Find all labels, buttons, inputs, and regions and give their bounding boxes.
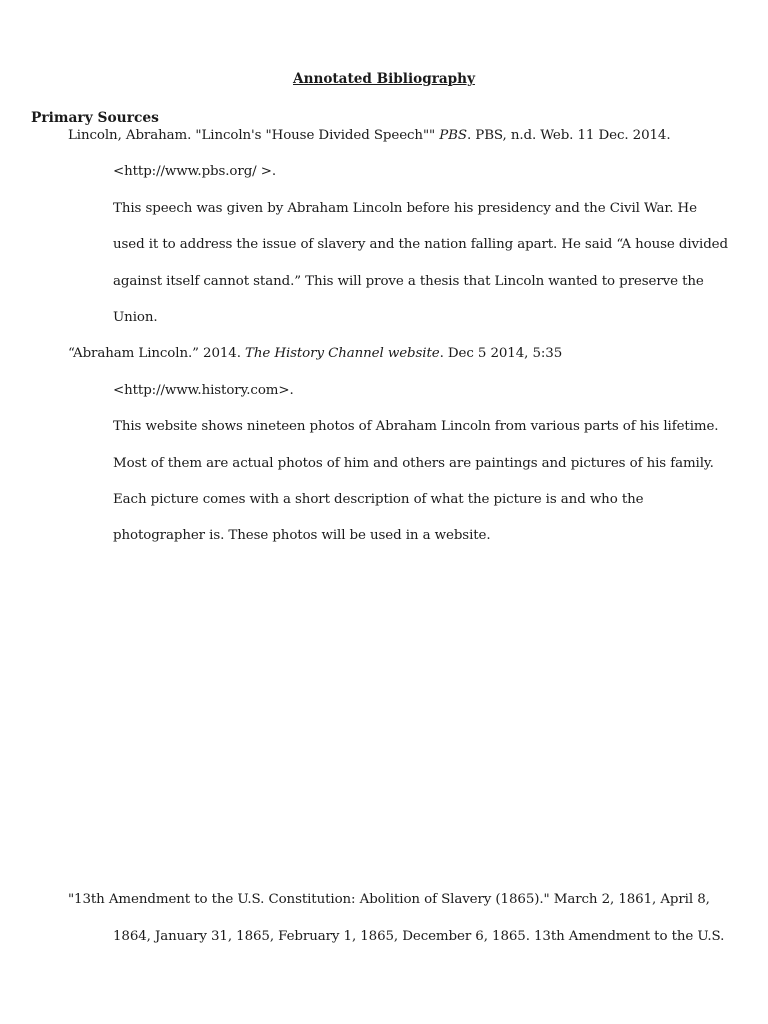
annotation-line: used it to address the issue of slavery and the nation falling apart. He said “A house divided <box>113 237 728 252</box>
citation-13th-amendment-continued: 1864, January 31, 1865, February 1, 1865, December 6, 1865. 13th Amendment to the U.S. <box>113 929 725 944</box>
annotation-line: Most of them are actual photos of him and others are paintings and pictures of his family. <box>113 456 714 471</box>
annotation-line: photographer is. These photos will be used in a website. <box>113 528 491 543</box>
citation-source-italic: The History Channel website <box>245 346 440 361</box>
annotation-line: This website shows nineteen photos of Abraham Lincoln from various parts of his lifetime. <box>113 419 719 434</box>
page-title: Annotated Bibliography <box>293 71 475 87</box>
citation-13th-amendment: "13th Amendment to the U.S. Constitution: Abolition of Slavery (1865)." March 2, 1861, April 8, <box>68 892 710 907</box>
citation-lincoln-house-divided <box>68 127 671 145</box>
annotation-line: Each picture comes with a short description of what the picture is and who the <box>113 492 644 507</box>
citation-history-channel <box>68 345 562 363</box>
citation-url: <http://www.history.com>. <box>113 383 294 398</box>
annotation-line: against itself cannot stand.” This will prove a thesis that Lincoln wanted to preserve the <box>113 274 704 289</box>
citation-source-italic: PBS <box>439 128 467 143</box>
annotation-line: This speech was given by Abraham Lincoln before his presidency and the Civil War. He <box>113 201 697 216</box>
annotation-line: Union. <box>113 310 158 325</box>
citation-text: . Dec 5 2014, 5:35 <box>439 346 563 361</box>
citation-url: <http://www.pbs.org/ >. <box>113 164 277 179</box>
citation-text: “Abraham Lincoln.” 2014. <box>68 346 246 361</box>
citation-text: Lincoln, Abraham. "Lincoln's "House Divided Speech"" <box>68 128 440 143</box>
section-heading-primary-sources: Primary Sources <box>31 110 159 126</box>
citation-text: . PBS, n.d. Web. 11 Dec. 2014. <box>466 128 671 143</box>
